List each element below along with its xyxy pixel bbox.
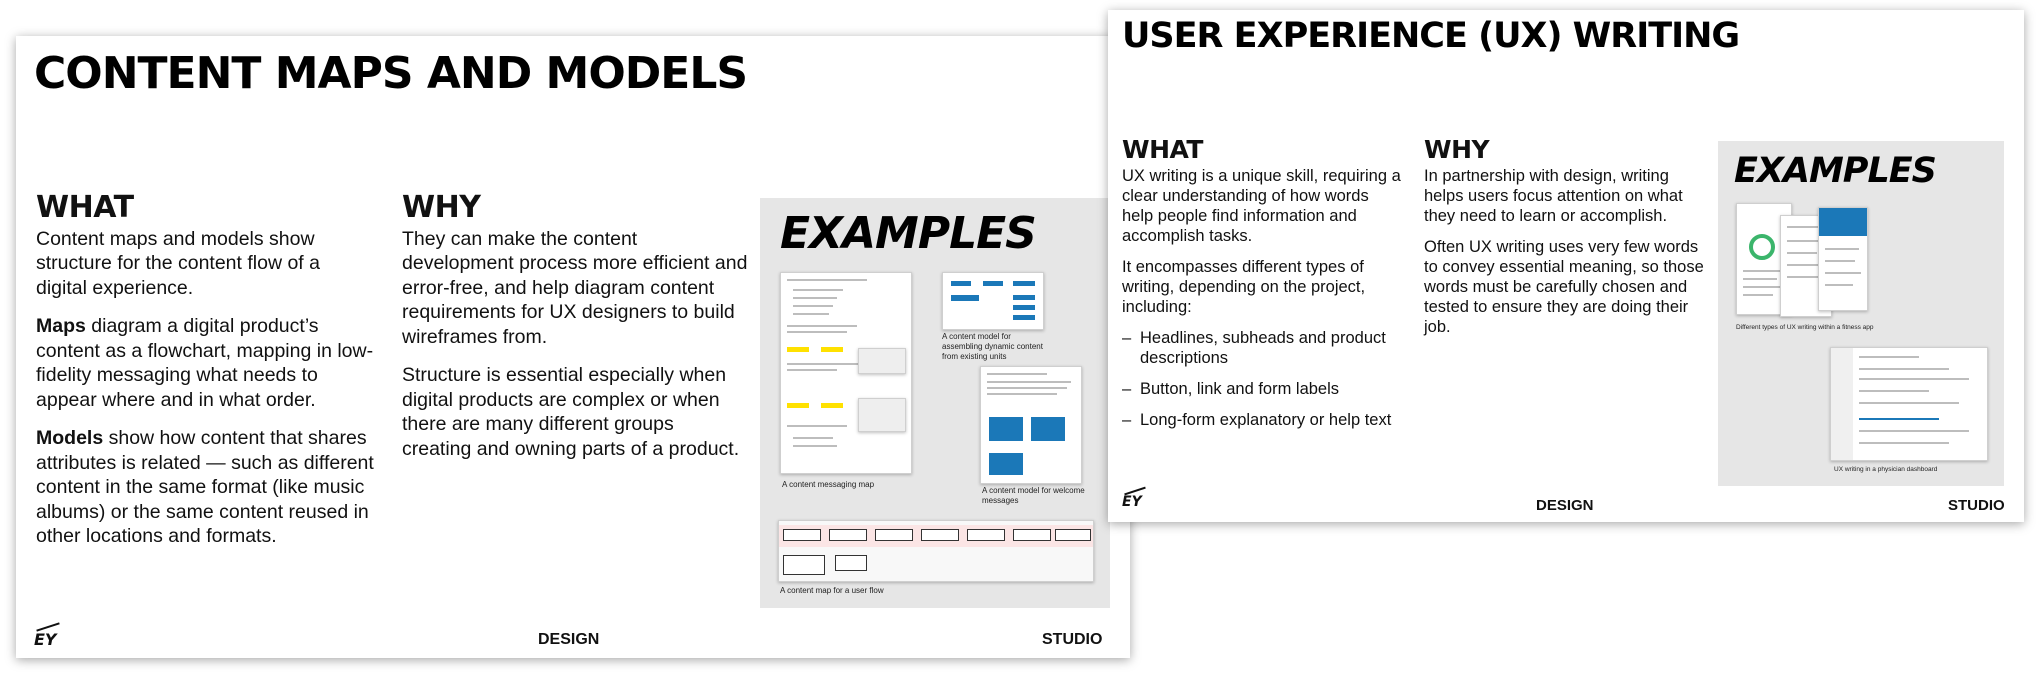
slide-content-maps xyxy=(16,36,1130,658)
why-paragraph-1: In partnership with design, writing helps users focus attention on what they need to learn or accomplish. xyxy=(1424,167,1683,225)
what-heading: WHAT xyxy=(36,190,134,225)
models-paragraph xyxy=(36,426,376,549)
what-paragraph: Content maps and models show structure for the content flow of a digital experience. xyxy=(36,227,320,299)
why-heading: WHY xyxy=(1424,135,1490,164)
list-item: – Button, link and form labels xyxy=(1122,379,1402,399)
ey-logo: EY xyxy=(1122,494,1142,510)
examples-panel xyxy=(1718,141,2004,486)
caption-welcome-model: A content model for welcome messages xyxy=(982,486,1085,505)
caption-dynamic-model: A content model for assembling dynamic content from existing units xyxy=(942,332,1043,361)
examples-heading: EXAMPLES xyxy=(780,208,1036,259)
maps-description: diagram a digital product’s content as a flowchart, mapping in low-fidelity messaging what needs to appear where and in what order. xyxy=(36,315,374,411)
what-heading: WHAT xyxy=(1122,135,1203,164)
physician-dashboard-screen xyxy=(1830,347,1988,461)
what-column xyxy=(36,190,376,563)
why-column xyxy=(1424,135,1704,348)
caption-fitness-app: Different types of UX writing within a fitness app xyxy=(1736,324,1874,331)
maps-term: Maps xyxy=(36,315,86,337)
slide-ux-writing xyxy=(1108,10,2024,522)
dynamic-model-thumbnail xyxy=(942,272,1044,330)
why-paragraph-2: Often UX writing uses very few words to convey essential meaning, so those words must be carefully chosen and tested to ensure they are doing their job. xyxy=(1424,238,1704,336)
models-description: show how content that shares attributes is related — such as different content in the same format (like music albums) or the same content reused in other locations and formats. xyxy=(36,427,374,547)
caption-messaging-map: A content messaging map xyxy=(782,480,875,489)
what-paragraph-1: UX writing is a unique skill, requiring a clear understanding of how words help people find information and accomplish tasks. xyxy=(1122,167,1401,245)
why-paragraph-1: They can make the content development process more efficient and error-free, and help diagram content requirements for UX designers to build wireframes from. xyxy=(402,227,748,348)
examples-panel xyxy=(760,198,1110,608)
writing-types-list xyxy=(1122,328,1402,430)
caption-physician-dashboard: UX writing in a physician dashboard xyxy=(1834,466,1938,473)
fitness-app-screen xyxy=(1818,207,1868,311)
why-column xyxy=(402,190,748,475)
welcome-model-thumbnail xyxy=(980,366,1082,484)
models-term: Models xyxy=(36,427,104,449)
footer-design: DESIGN xyxy=(1536,497,1594,514)
why-heading: WHY xyxy=(402,190,481,225)
list-item: – Long-form explanatory or help text xyxy=(1122,410,1402,430)
what-paragraph-2: It encompasses different types of writing, depending on the project, including: xyxy=(1122,258,1366,316)
why-paragraph-2: Structure is essential especially when digital products are complex or when there are many different groups creating and owning parts of a product. xyxy=(402,364,740,460)
footer-design: DESIGN xyxy=(538,631,600,648)
ey-logo: EY xyxy=(34,630,57,649)
user-flow-map-thumbnail xyxy=(778,520,1094,582)
maps-paragraph xyxy=(36,314,376,412)
slide-title: CONTENT MAPS AND MODELS xyxy=(34,48,748,99)
list-item: – Headlines, subheads and product descriptions xyxy=(1122,328,1402,368)
caption-user-flow-map: A content map for a user flow xyxy=(780,586,884,595)
slide-title: USER EXPERIENCE (UX) WRITING xyxy=(1122,16,1740,56)
messaging-map-note xyxy=(858,348,906,374)
footer-studio: STUDIO xyxy=(1948,497,2005,514)
examples-heading: EXAMPLES xyxy=(1734,151,1936,191)
footer-studio: STUDIO xyxy=(1042,631,1103,648)
messaging-map-note xyxy=(858,398,906,432)
what-column xyxy=(1122,135,1402,441)
